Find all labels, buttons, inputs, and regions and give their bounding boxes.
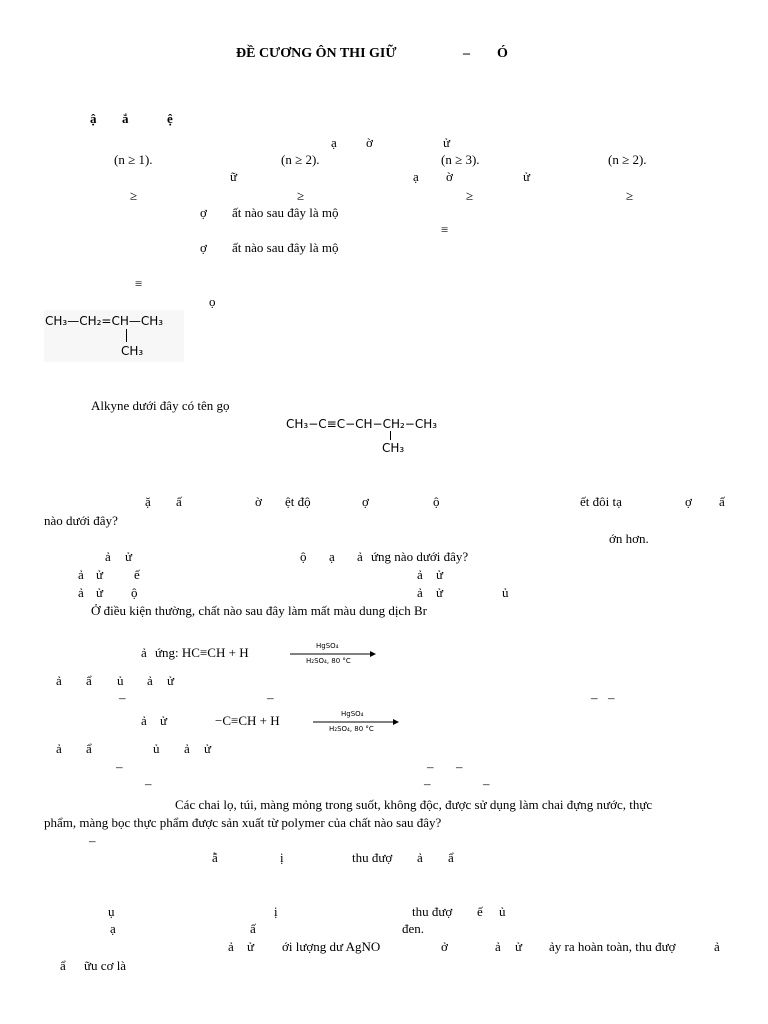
fragment: ả [78,567,84,582]
fragment: ả [495,939,501,954]
fragment: ớn hơn. [609,531,649,546]
fragment: ạ [329,549,335,564]
fragment: ẫ [212,850,218,865]
reaction-2-text: −C≡CH + H [215,713,280,728]
fragment: ử [436,567,444,582]
fragment: ả [357,549,363,564]
fragment: ử [204,741,212,756]
geq-symbol: ≥ [130,188,138,203]
fragment: ử [167,673,175,688]
fragment: ẩ [60,958,66,973]
fragment: ẩ [86,741,92,756]
option-a: (n ≥ 1). [114,152,153,167]
question-text: ất nào sau đây là mộ [232,240,339,255]
fragment: ạ [331,135,337,150]
reaction-2-condition-top: HgSO₄ [341,710,364,718]
fragment: ờ [366,135,373,150]
fragment: ủ [153,741,160,756]
page-title: ĐỀ CƯƠNG ÔN THI GIỮ [236,46,397,61]
fragment: ử [247,939,255,954]
fragment: ợ [200,240,207,255]
fragment: ộ [433,494,440,509]
fragment: thu đượ [352,850,393,865]
fragment: ủ [117,673,124,688]
fragment: ả [78,585,84,600]
fragment: đen. [402,921,425,936]
fragment: ảy ra hoàn toàn, thu đượ [549,939,676,954]
fragment: ợ [685,494,692,509]
fragment: ạ [413,169,419,184]
fragment: ệt độ [285,494,311,509]
reaction-1-condition-top: HgSO₄ [316,642,339,650]
structure-2-main: CH₃−C≡C−CH−CH₂−CH₃ [286,417,438,431]
structure-2 [284,412,494,460]
dash: – [145,776,152,791]
fragment: thu đượ [412,904,453,919]
dash: – [456,759,463,774]
dash: – [116,759,123,774]
reaction-1-condition-bottom: H₂SO₄, 80 °C [306,657,351,665]
fragment: ử [436,585,444,600]
fragment: ạ [110,921,116,936]
title-dash: – [463,46,470,61]
fragment: ết đôi tạ [580,494,622,509]
reaction-2-condition-bottom: H₂SO₄, 80 °C [329,725,374,733]
structure-1-bond [126,329,127,342]
reaction-1-text: ứng: HC≡CH + H [155,645,249,660]
structure-2-bond [390,431,391,440]
fragment: ử [96,585,104,600]
dash: – [591,690,598,705]
structure-2-branch: CH₃ [382,441,405,455]
equiv-symbol: ≡ [135,276,143,291]
section-heading-part-2: ắ [122,111,129,126]
fragment: ả [417,585,423,600]
question-text: phẩm, màng bọc thực phẩm được sản xuất từ polymer của chất nào sau đây? [44,815,442,830]
option-d: (n ≥ 2). [608,152,647,167]
dash: – [427,759,434,774]
fragment: ọ [209,294,216,309]
dash: – [119,690,126,705]
dash: – [608,690,615,705]
fragment: ở [441,939,448,954]
question-text: ất nào sau đây là mộ [232,205,339,220]
fragment: ả [147,673,153,688]
fragment: ị [274,904,278,919]
question-text: nào dưới đây? [44,513,118,528]
fragment: ờ [255,494,262,509]
fragment: ả [417,850,423,865]
fragment: ợ [200,205,207,220]
fragment: ử [443,135,451,150]
fragment: ờ [446,169,453,184]
geq-symbol: ≥ [626,188,634,203]
fragment: ả [184,741,190,756]
fragment: ẩ [86,673,92,688]
fragment: ả [141,713,147,728]
fragment: ẩ [448,850,454,865]
fragment: ủ [499,904,506,919]
title-suffix: Ó [497,46,508,61]
fragment: ế [134,567,140,582]
fragment: ấ [176,494,182,509]
question-text: Các chai lọ, túi, màng mỏng trong suốt, không độc, được sử dụng làm chai đựng nước, thực [175,797,653,812]
dash: – [424,776,431,791]
fragment: ả [56,741,62,756]
section-heading-part-3: ệ [167,111,173,126]
geq-symbol: ≥ [297,188,305,203]
fragment: ử [515,939,523,954]
fragment: ữ [230,169,238,184]
fragment: ữu cơ là [84,958,127,973]
fragment: ả [56,673,62,688]
fragment: ử [96,567,104,582]
option-c: (n ≥ 3). [441,152,480,167]
fragment: ủ [502,585,509,600]
question-text: ứng nào dưới đây? [371,549,469,564]
question-text: Ở điều kiện thường, chất nào sau đây làm mất màu dung dịch Br [91,603,427,618]
structure-1-branch: CH₃ [121,344,144,358]
fragment: ả [141,645,147,660]
equiv-symbol: ≡ [441,222,449,237]
structure-1 [44,310,184,362]
fragment: ấ [719,494,725,509]
section-heading-part-1: ậ [90,111,97,126]
fragment: ử [125,549,133,564]
option-b: (n ≥ 2). [281,152,320,167]
fragment: ặ [145,494,151,509]
structure-1-main: CH₃—CH₂=CH—CH₃ [45,314,164,328]
fragment: ộ [131,585,138,600]
fragment: ị [280,850,284,865]
fragment: ả [105,549,111,564]
geq-symbol: ≥ [466,188,474,203]
fragment: ộ [300,549,307,564]
dash: – [483,776,490,791]
dash: – [89,833,96,848]
fragment: ấ [250,921,256,936]
dash: – [267,690,274,705]
fragment: ụ [108,904,115,919]
fragment: ả [714,939,720,954]
fragment: ới lượng dư AgNO [282,939,381,954]
fragment: ả [228,939,234,954]
fragment: ử [523,169,531,184]
fragment: ả [417,567,423,582]
fragment: ử [160,713,168,728]
question-text: Alkyne dưới đây có tên gọ [91,398,230,413]
fragment: ế [477,904,483,919]
fragment: ợ [362,494,369,509]
